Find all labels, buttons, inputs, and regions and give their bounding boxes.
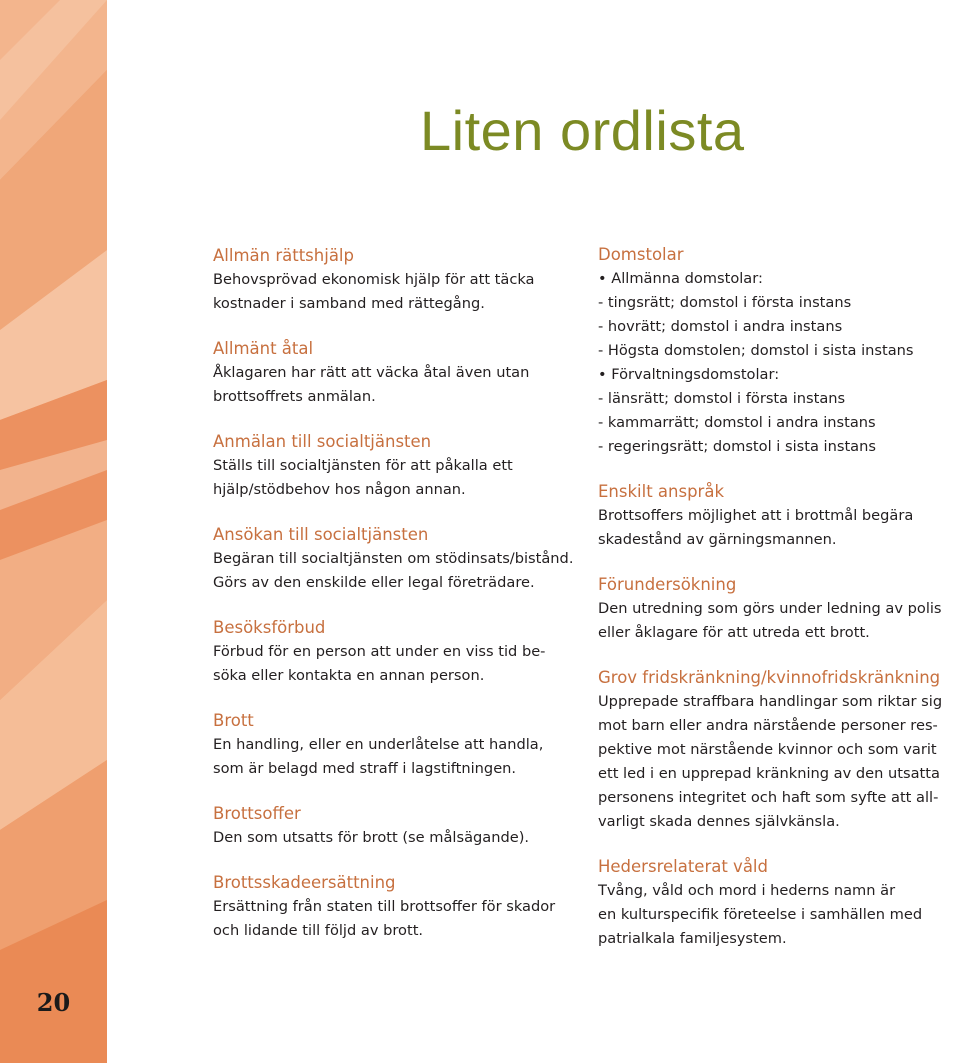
glossary-term: Enskilt anspråk [598, 482, 725, 501]
definition-line: Brottsoffers möjlighet att i brottmål begära [598, 507, 914, 524]
definition-line: - tingsrätt; domstol i första instans [598, 294, 852, 311]
definition-line: eller åklagare för att utreda ett brott. [598, 624, 870, 641]
glossary-definition [213, 268, 583, 316]
glossary-entry [213, 709, 583, 781]
definition-line: - Högsta domstolen; domstol i sista instans [598, 342, 914, 359]
glossary-term: Förundersökning [598, 575, 737, 594]
glossary-entry [598, 243, 958, 459]
definition-line: och lidande till följd av brott. [213, 922, 424, 939]
definition-line: Åklagaren har rätt att väcka åtal även utan [213, 364, 530, 381]
definition-line: Ersättning från staten till brottsoffer för skador [213, 898, 556, 915]
glossary-definition [213, 547, 583, 595]
definition-line: - länsrätt; domstol i första instans [598, 390, 846, 407]
definition-line: söka eller kontakta en annan person. [213, 667, 485, 684]
definition-line: • Allmänna domstolar: [598, 270, 763, 287]
definition-line: Upprepade straffbara handlingar som riktar sig [598, 693, 943, 710]
glossary-term: Brott [213, 711, 254, 730]
definition-line: Ställs till socialtjänsten för att påkalla ett [213, 457, 513, 474]
definition-line: - regeringsrätt; domstol i sista instans [598, 438, 876, 455]
glossary-entry [213, 616, 583, 688]
glossary-entry [598, 480, 958, 552]
glossary-term: Grov fridskränkning/kvinnofridskränkning [598, 668, 941, 687]
glossary-definition [598, 267, 958, 459]
glossary-definition [598, 879, 958, 951]
definition-line: ett led i en upprepad kränkning av den utsatta [598, 765, 940, 782]
definition-line: brottsoffrets anmälan. [213, 388, 376, 405]
glossary-definition [213, 826, 583, 850]
definition-line: En handling, eller en underlåtelse att handla, [213, 736, 544, 753]
glossary-definition [213, 640, 583, 688]
definition-line: skadestånd av gärningsmannen. [598, 531, 837, 548]
glossary-definition [213, 361, 583, 409]
glossary-definition [598, 690, 958, 834]
definition-line: en kulturspecifik företeelse i samhällen med [598, 906, 923, 923]
glossary-entry [213, 802, 583, 850]
glossary-definition [213, 895, 583, 943]
definition-line: Görs av den enskilde eller legal företrädare. [213, 574, 535, 591]
definition-line: Begäran till socialtjänsten om stödinsats/bistånd. [213, 550, 574, 567]
definition-line: som är belagd med straff i lagstiftningen. [213, 760, 517, 777]
definition-line: Behovsprövad ekonomisk hjälp för att täcka [213, 271, 535, 288]
definition-line: • Förvaltningsdomstolar: [598, 366, 780, 383]
definition-line: Den som utsatts för brott (se målsägande). [213, 829, 530, 846]
glossary-entry [213, 430, 583, 502]
page-title: Liten ordlista [420, 99, 745, 162]
definition-line: - hovrätt; domstol i andra instans [598, 318, 843, 335]
definition-line: patrialkala familjesystem. [598, 930, 787, 947]
glossary-term: Hedersrelaterat våld [598, 857, 768, 876]
decorative-sidebar [0, 0, 107, 1063]
glossary-definition [598, 504, 958, 552]
glossary-term: Allmän rättshjälp [213, 246, 354, 265]
glossary-term: Domstolar [598, 245, 684, 264]
definition-line: - kammarrätt; domstol i andra instans [598, 414, 876, 431]
definition-line: mot barn eller andra närstående personer res- [598, 717, 938, 734]
glossary-entry [213, 871, 583, 943]
glossary-entry [213, 523, 583, 595]
definition-line: Förbud för en person att under en viss tid be- [213, 643, 546, 660]
glossary-term: Allmänt åtal [213, 339, 314, 358]
glossary-term: Brottsoffer [213, 804, 301, 823]
definition-line: Tvång, våld och mord i hederns namn är [598, 882, 896, 899]
glossary-term: Ansökan till socialtjänsten [213, 525, 429, 544]
glossary-entry [598, 855, 958, 951]
glossary-entry [598, 573, 958, 645]
definition-line: personens integritet och haft som syfte att all- [598, 789, 939, 806]
glossary-definition [598, 597, 958, 645]
glossary-entry [213, 244, 583, 316]
definition-line: varligt skada dennes självkänsla. [598, 813, 840, 830]
glossary-term: Besöksförbud [213, 618, 326, 637]
page-number: 20 [36, 988, 71, 1017]
right-column [598, 243, 958, 972]
glossary-entry [213, 337, 583, 409]
glossary-term: Brottsskadeersättning [213, 873, 396, 892]
glossary-definition [213, 454, 583, 502]
glossary-entry [598, 666, 958, 834]
definition-line: kostnader i samband med rättegång. [213, 295, 485, 312]
definition-line: Den utredning som görs under ledning av polis [598, 600, 942, 617]
definition-line: hjälp/stödbehov hos någon annan. [213, 481, 466, 498]
glossary-definition [213, 733, 583, 781]
left-column [213, 244, 583, 964]
sidebar-pattern [0, 0, 107, 1063]
definition-line: pektive mot närstående kvinnor och som varit [598, 741, 937, 758]
glossary-term: Anmälan till socialtjänsten [213, 432, 432, 451]
